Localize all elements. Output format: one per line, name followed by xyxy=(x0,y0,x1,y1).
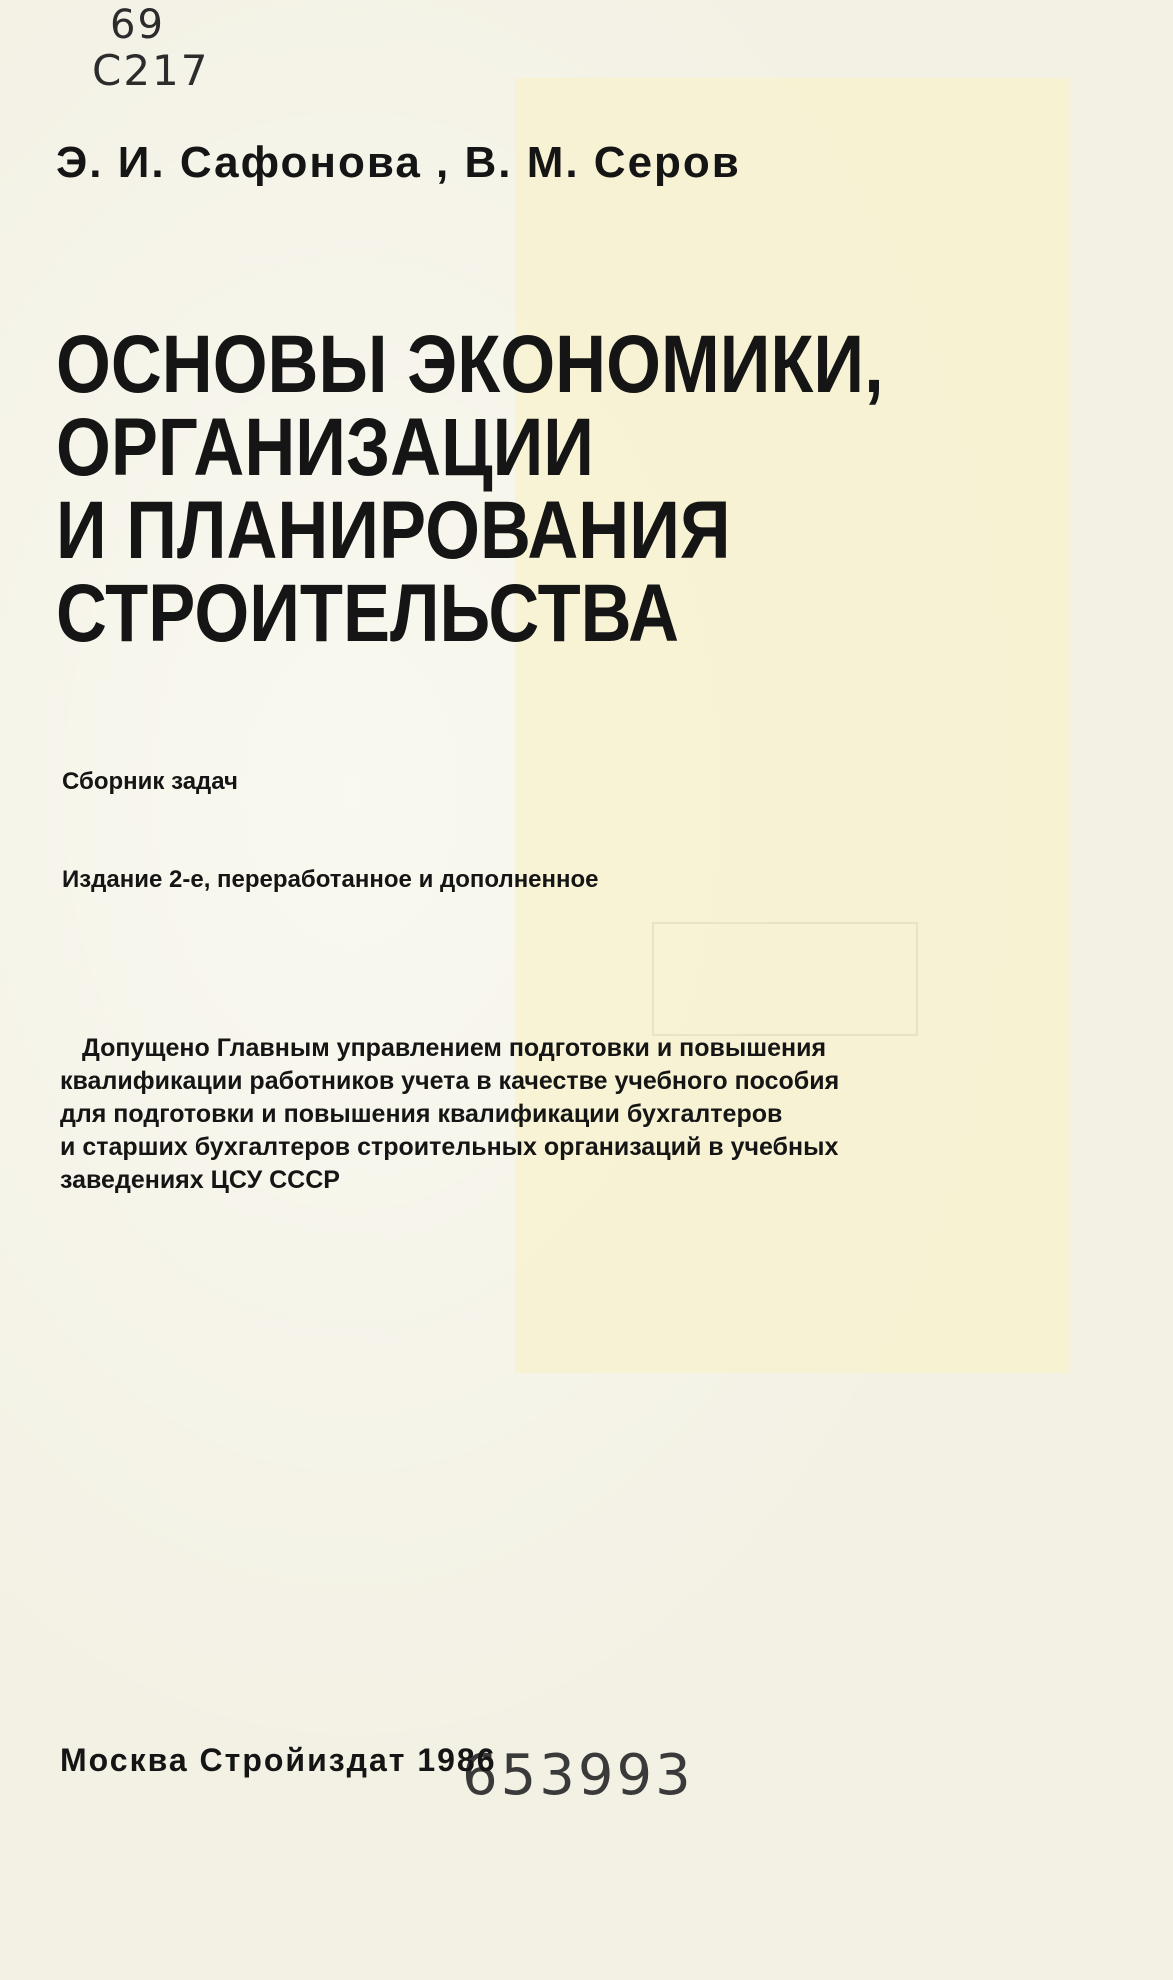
title-line-4: СТРОИТЕЛЬСТВА xyxy=(56,568,680,659)
subtitle: Сборник задач xyxy=(62,768,238,795)
book-title xyxy=(56,319,916,659)
approval-line-5: заведениях ЦСУ СССР xyxy=(60,1166,340,1194)
authors: Э. И. Сафонова , В. М. Серов xyxy=(56,138,741,187)
handwritten-classification-top: 69 xyxy=(110,2,165,48)
publisher-imprint: Москва Стройиздат 1986 xyxy=(60,1742,497,1778)
title-line-2: ОРГАНИЗАЦИИ xyxy=(56,402,594,493)
approval-line-3: для подготовки и повышения квалификации бухгалтеров xyxy=(60,1100,783,1128)
faded-library-stamp xyxy=(652,922,918,1036)
handwritten-classification-code: С217 xyxy=(92,46,210,95)
title-line-1: ОСНОВЫ ЭКОНОМИКИ, xyxy=(56,319,884,410)
approval-line-2: квалификации работников учета в качестве учебного пособия xyxy=(60,1067,840,1095)
approval-statement xyxy=(60,1032,1000,1197)
title-line-3: И ПЛАНИРОВАНИЯ xyxy=(56,485,731,576)
edition-note: Издание 2-е, переработанное и дополненное xyxy=(62,866,599,893)
approval-line-1: Допущено Главным управлением подготовки и повышения xyxy=(82,1034,827,1062)
handwritten-inventory-number: 653993 xyxy=(462,1743,694,1808)
approval-line-4: и старших бухгалтеров строительных организаций в учебных xyxy=(60,1133,839,1161)
